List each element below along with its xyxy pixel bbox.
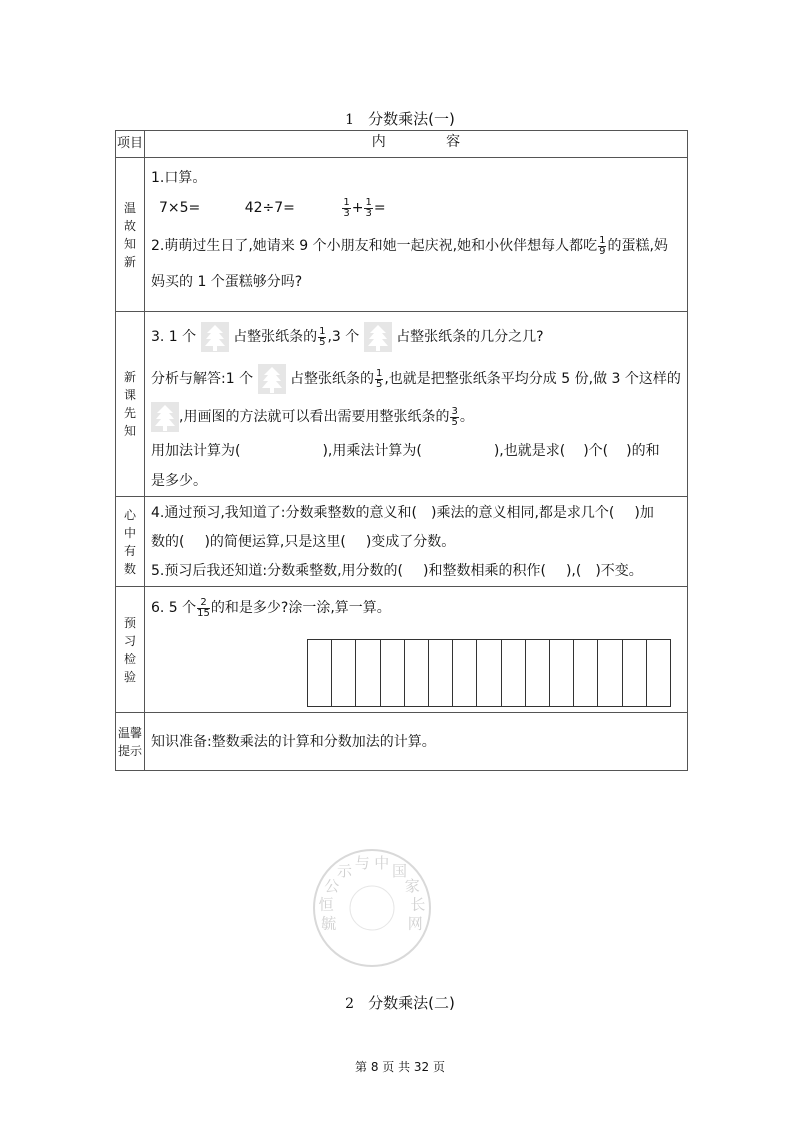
strip-segment[interactable] <box>526 640 550 706</box>
tip-text: 知识准备:整数乘法的计算和分数加法的计算。 <box>151 733 436 750</box>
q1-item-2: 42÷7= <box>244 200 295 216</box>
strip-segment[interactable] <box>308 640 332 706</box>
row-label: 温故知新 <box>116 158 145 312</box>
worksheet-table <box>115 130 688 771</box>
svg-text:恒: 恒 <box>318 895 334 914</box>
fraction: $\frac{1}{5}$ <box>319 325 326 348</box>
analysis-line-2: ,用画图的方法就可以看出需要用整张纸条的 $\frac{3}{5}$ 。 <box>151 402 681 432</box>
section-1-number: 1 <box>345 112 355 128</box>
fraction: $\frac{1}{3}$ <box>343 196 350 219</box>
row-tip-content <box>145 713 688 771</box>
pine-tree-icon <box>364 322 392 352</box>
q1-items <box>151 193 681 223</box>
calc-line-2: 是多少。 <box>151 473 207 489</box>
strip-segment[interactable] <box>502 640 526 706</box>
q4-line-2: 数的( )的简便运算,只是这里( )变成了分数。 <box>151 534 456 550</box>
svg-text:长: 长 <box>410 895 426 914</box>
strip-segment[interactable] <box>623 640 647 706</box>
row-label: 温馨提示 <box>116 713 145 771</box>
row-review-content <box>145 158 688 312</box>
svg-text:中: 中 <box>374 854 390 872</box>
row-summary <box>116 497 688 587</box>
q1-item-3: $\frac{1}{3}$ + $\frac{1}{3}$ = <box>343 196 386 219</box>
svg-text:家: 家 <box>404 876 420 895</box>
q6-line: 6. 5 个 $\frac{2}{15}$ 的和是多少?涂一涂,算一算。 <box>151 596 391 619</box>
strip-segment[interactable] <box>381 640 405 706</box>
q2-line-2: 妈买的 1 个蛋糕够分吗? <box>151 274 303 290</box>
q5-line: 5.预习后我还知道:分数乘整数,用分数的( )和整数相乘的积作( ),( )不变。 <box>151 563 643 579</box>
row-summary-content <box>145 497 688 587</box>
pine-tree-icon <box>258 364 286 394</box>
section-2-number: 2 <box>345 996 355 1012</box>
svg-text:示: 示 <box>336 862 353 881</box>
row-check-content <box>145 587 688 713</box>
pine-tree-icon <box>151 402 179 432</box>
row-new-lesson-content <box>145 312 688 497</box>
section-2-title <box>0 992 800 1013</box>
row-label: 预习检验 <box>116 587 145 713</box>
q2-line-1: 2.萌萌过生日了,她请来 9 个小朋友和她一起庆祝,她和小伙伴想每人都吃 $\frac{1}{9}$ 的蛋糕,妈 <box>151 234 668 257</box>
calc-line-1: 用加法计算为( ),用乘法计算为( ),也就是求( )个( )的和 <box>151 443 660 459</box>
q4-line-1: 4.通过预习,我知道了:分数乘整数的意义和( )乘法的意义相同,都是求几个( )加 <box>151 505 654 521</box>
row-new-lesson <box>116 312 688 497</box>
strip-segment[interactable] <box>550 640 574 706</box>
q1-title: 1.口算。 <box>151 170 207 186</box>
paper-strip-diagram[interactable] <box>307 639 671 707</box>
svg-text:毓: 毓 <box>321 914 337 933</box>
fraction: $\frac{1}{5}$ <box>375 367 383 390</box>
row-label: 新课先知 <box>116 312 145 497</box>
strip-segment[interactable] <box>405 640 429 706</box>
strip-segment[interactable] <box>332 640 356 706</box>
strip-segment[interactable] <box>356 640 380 706</box>
svg-text:网: 网 <box>407 914 423 933</box>
fraction: $\frac{2}{15}$ <box>197 596 210 619</box>
fraction: $\frac{1}{3}$ <box>365 196 372 219</box>
q1-item-1: 7×5= <box>159 200 201 216</box>
svg-text:与: 与 <box>354 854 370 872</box>
strip-segment[interactable] <box>647 640 670 706</box>
table-header-row <box>116 131 688 158</box>
row-tip <box>116 713 688 771</box>
header-item: 项目 <box>116 131 145 158</box>
pine-tree-icon <box>201 322 229 352</box>
row-review <box>116 158 688 312</box>
section-1-title <box>0 108 800 129</box>
fraction: $\frac{1}{9}$ <box>599 234 606 257</box>
section-1-heading: 分数乘法(一) <box>368 110 455 128</box>
strip-segment[interactable] <box>598 640 622 706</box>
strip-segment[interactable] <box>574 640 598 706</box>
watermark-stamp <box>302 838 442 978</box>
page-footer: 第 8 页 共 32 页 <box>355 1060 445 1074</box>
fraction: $\frac{3}{5}$ <box>451 405 458 428</box>
row-label: 心中有数 <box>116 497 145 587</box>
analysis-line-1: 分析与解答:1 个 占整张纸条的 $\frac{1}{5}$ ,也就是把整张纸条平均分成 5 份,做 3 个这样的 <box>151 364 681 394</box>
row-check <box>116 587 688 713</box>
q3-line: 3. 1 个 占整张纸条的 $\frac{1}{5}$ ,3 个 占整张纸条的几分之几? <box>151 322 681 352</box>
strip-segment[interactable] <box>429 640 453 706</box>
strip-segment[interactable] <box>477 640 501 706</box>
header-content: 内 容 <box>145 131 688 158</box>
section-2-heading: 分数乘法(二) <box>368 994 455 1012</box>
svg-text:国: 国 <box>391 862 408 881</box>
svg-text:公: 公 <box>324 876 340 895</box>
strip-segment[interactable] <box>453 640 477 706</box>
